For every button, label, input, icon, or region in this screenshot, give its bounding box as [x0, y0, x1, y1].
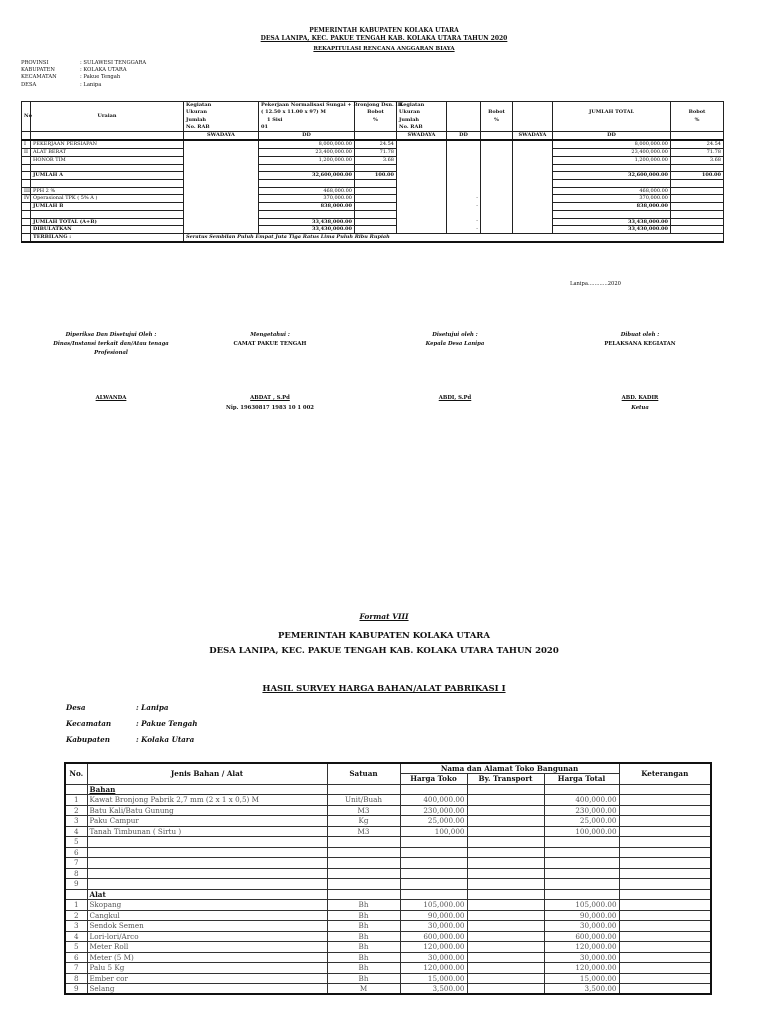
signature-name: ALWANDA: [95, 395, 127, 401]
cell-total: 25,000.00: [544, 816, 619, 827]
signature-block: Dibuat oleh : PELAKSANA KEGIATAN: [604, 332, 676, 347]
cell-satuan: Bh: [327, 942, 400, 953]
cell-name: Meter Roll: [87, 942, 327, 953]
table-row: [65, 837, 711, 848]
cell-no: 1: [65, 900, 87, 911]
cell-total: 100,000.00: [544, 826, 619, 837]
table-row: [65, 868, 711, 879]
cell-total: 90,000.00: [544, 910, 619, 921]
cell-total: 15,000.00: [544, 973, 619, 984]
meta-row: KABUPATEN : KOLAKA UTARA: [21, 67, 127, 74]
cell-name: Sendok Semen: [87, 921, 327, 932]
cell-name: [87, 868, 327, 879]
table-header-row: No. Jenis Bahan / Alat Satuan Nama dan Alamat Toko Bangunan Keterangan: [65, 763, 711, 774]
table-row: [65, 879, 711, 890]
signature-nip: Nip. 19630817 1983 10 1 002: [226, 405, 314, 411]
cell-satuan: M: [327, 984, 400, 995]
ops-row: IV Operasional TPK ( 5% A ) 370,000.00 - 370,000.00: [22, 195, 724, 203]
cell-satuan: [327, 837, 400, 848]
cell-no: 7: [65, 963, 87, 974]
table-row: [65, 900, 711, 911]
cell-harga: [400, 847, 467, 858]
cell-harga: 230,000.00: [400, 805, 467, 816]
table-row: [65, 973, 711, 984]
cell-harga: [400, 858, 467, 869]
table-header-row: No Uraian Kegiatan Pekerjaan Normalisasi Sungai + Bronjong Dsn. III Kegiatan: [22, 102, 724, 110]
cell-total: 3,500.00: [544, 984, 619, 995]
meta-row: PROVINSI : SULAWESI TENGGARA: [21, 60, 147, 66]
table-row: [65, 963, 711, 974]
cell-satuan: [327, 847, 400, 858]
cell-name: Paku Campur: [87, 816, 327, 827]
meta-row: DESA : Lanipa: [21, 81, 102, 88]
header-line-2: DESA LANIPA, KEC. PAKUE TENGAH KAB. KOLAKA UTARA TAHUN 2020: [209, 646, 559, 656]
table-row: [65, 847, 711, 858]
cell-name: Skopang: [87, 900, 327, 911]
cell-no: 2: [65, 805, 87, 816]
survey-title: HASIL SURVEY HARGA BAHAN/ALAT PABRIKASI I: [262, 684, 506, 694]
cell-no: 3: [65, 816, 87, 827]
cell-satuan: [327, 858, 400, 869]
table-row: [65, 816, 711, 827]
bahan-rows: [65, 795, 711, 890]
table-row: [65, 921, 711, 932]
cell-harga: [400, 837, 467, 848]
place-date: Lanipa............2020: [570, 281, 621, 287]
cell-total: 30,000.00: [544, 952, 619, 963]
jumlah-a-row: JUMLAH A 32,600,000.00 100.00 32,600,000.00 100.00: [22, 172, 724, 180]
cell-name: [87, 847, 327, 858]
jumlah-total-row: JUMLAH TOTAL (A+B) 33,438,000.00 - 33,438,000.00: [22, 218, 724, 226]
cell-total: 400,000.00: [544, 795, 619, 806]
meta-row: Desa : Lanipa: [66, 703, 169, 712]
cell-no: 9: [65, 984, 87, 995]
table-row: I PEKERJAAN PERSIAPAN 8,000,000.00 24.54 8,000,000.00 24.54: [22, 140, 724, 148]
signature-block: Mengetahui : CAMAT PAKUE TENGAH: [233, 332, 307, 347]
cell-harga: 100,000: [400, 826, 467, 837]
cell-total: 600,000.00: [544, 931, 619, 942]
cell-name: Batu Kali/Batu Gunung: [87, 805, 327, 816]
cell-satuan: Unit/Buah: [327, 795, 400, 806]
cell-harga: 30,000.00: [400, 952, 467, 963]
meta-row: KECAMATAN : Pakue Tengah: [21, 74, 121, 81]
cell-satuan: Bh: [327, 931, 400, 942]
cell-name: [87, 858, 327, 869]
cell-satuan: [327, 868, 400, 879]
cell-no: 6: [65, 952, 87, 963]
cell-name: Ember cor: [87, 973, 327, 984]
cell-total: [544, 858, 619, 869]
cell-satuan: Bh: [327, 952, 400, 963]
cell-no: 3: [65, 921, 87, 932]
terbilang-row: TERBILANG : Seratus Sembilan Puluh Empat Juta Tiga Ratus Lima Puluh Ribu Rupiah: [22, 234, 724, 242]
table-row: [65, 858, 711, 869]
cell-total: 120,000.00: [544, 963, 619, 974]
table-row: [65, 952, 711, 963]
table-row: HONOR TIM 1,200,000.00 3.68 1,200,000.00 3.68: [22, 156, 724, 164]
cell-harga: 400,000.00: [400, 795, 467, 806]
cell-name: Kawat Bronjong Pabrik 2,7 mm (2 x 1 x 0,5) M: [87, 795, 327, 806]
table-row: [65, 931, 711, 942]
header-line-1: PEMERINTAH KABUPATEN KOLAKA UTARA: [309, 27, 459, 34]
cell-satuan: Bh: [327, 900, 400, 911]
cell-total: 120,000.00: [544, 942, 619, 953]
cell-no: 4: [65, 826, 87, 837]
survey-table: No. Jenis Bahan / Alat Satuan Nama dan Alamat Toko Bangunan Keterangan Harga Toko By. Transport Harga Total Bahan 1 Kawat Bronjong Pabrik 2,7 mm (2 x 1 x 0,5) M Unit/Buah 400,000.00 400,000.00 2 Batu Kali/Batu Gunung M3 230,000.00 230,000.00 3 Paku Campur Kg 25,000.00 25,000.00 4 Tanah Timbunan ( Sirtu ) M3 100,000 100,000.00 5 6 7 8 9 Alat 1 Skopang Bh 105,000.00 105,000.00 2 Cangkul Bh 90,000.00 90,000.00 3 Sendok Semen Bh 30,000.00 30,000.00 4 Lori-lori/Arco Bh 600,000.00 600,000.00 5 Meter Roll Bh 120,000.00 120,000.00 6 Meter (5 M) Bh 30,000.00 30,000.00 7 Palu 5 Kg Bh 120,000.00 120,000.00 8 Ember cor Bh 15,000.00 15,000.00 9 Selang M 3,500.00 3,500.00: [64, 762, 712, 995]
signature-name: ABDAT , S.Pd: [250, 395, 290, 401]
table-row: [65, 805, 711, 816]
cell-satuan: Bh: [327, 973, 400, 984]
section-row-alat: Alat: [65, 889, 711, 900]
jumlah-b-row: JUMLAH B 838,000.00 - 838,000.00: [22, 203, 724, 211]
cell-satuan: M3: [327, 826, 400, 837]
cell-harga: [400, 879, 467, 890]
cell-name: Selang: [87, 984, 327, 995]
meta-block: [21, 60, 146, 89]
cell-name: Tanah Timbunan ( Sirtu ): [87, 826, 327, 837]
cell-no: 4: [65, 931, 87, 942]
cell-harga: 600,000.00: [400, 931, 467, 942]
cell-no: 6: [65, 847, 87, 858]
meta-block: [66, 700, 198, 748]
alat-rows: [65, 900, 711, 995]
cell-harga: 90,000.00: [400, 910, 467, 921]
dibulatkan-row: DIBULATKAN 33,430,000.00 - 33,430,000.00: [22, 226, 724, 234]
table-row: [65, 826, 711, 837]
table-row: [65, 984, 711, 995]
header-line-2: DESA LANIPA, KEC. PAKUE TENGAH KAB. KOLAKA UTARA TAHUN 2020: [260, 35, 508, 42]
cell-name: Lori-lori/Arco: [87, 931, 327, 942]
cell-total: [544, 868, 619, 879]
cell-harga: 120,000.00: [400, 963, 467, 974]
cell-harga: 120,000.00: [400, 942, 467, 953]
cell-no: 8: [65, 973, 87, 984]
header-line-3: REKAPITULASI RENCANA ANGGARAN BIAYA: [313, 46, 455, 52]
header-line-1: PEMERINTAH KABUPATEN KOLAKA UTARA: [278, 631, 490, 641]
cell-total: 30,000.00: [544, 921, 619, 932]
table-row: [65, 795, 711, 806]
cell-total: [544, 837, 619, 848]
cell-name: Meter (5 M): [87, 952, 327, 963]
cell-satuan: [327, 879, 400, 890]
cell-satuan: M3: [327, 805, 400, 816]
cell-no: 7: [65, 858, 87, 869]
cell-name: Cangkul: [87, 910, 327, 921]
cell-harga: [400, 868, 467, 879]
cell-satuan: Bh: [327, 921, 400, 932]
signature-name: ABD. KADIR: [621, 395, 659, 401]
cell-no: 1: [65, 795, 87, 806]
cell-satuan: Bh: [327, 910, 400, 921]
table-row: [65, 942, 711, 953]
signature-title: Ketua: [631, 405, 649, 411]
pph-row: III PPH 2 % 468,000.00 468,000.00: [22, 187, 724, 195]
cell-satuan: Bh: [327, 963, 400, 974]
cell-name: [87, 879, 327, 890]
cell-no: 8: [65, 868, 87, 879]
signature-block: Disetujui oleh : Kepala Desa Lanipa: [425, 332, 485, 347]
signature-name: ABDI, S.Pd: [438, 395, 472, 401]
cell-no: 5: [65, 837, 87, 848]
cell-name: Palu 5 Kg: [87, 963, 327, 974]
table-row: II ALAT BERAT 23,400,000.00 71.78 23,400,000.00 71.78: [22, 148, 724, 156]
meta-row: Kecamatan : Pakue Tengah: [66, 719, 198, 728]
rab-table: No Uraian Kegiatan Pekerjaan Normalisasi Sungai + Bronjong Dsn. III Kegiatan Ukuran ( 12.50 x 11.00 x 97) M Bobot Ukuran Bobot JUMLAH TOTAL Bobot Jumlah 1 Sisi % Jumlah % % No. RAB 01 No. RAB SWADAYA DD SWADAYA DD SWADAYA DD I PEKERJAAN PERSIAPAN 8,000,000.00 24.54 8,000,000.00 24.54 II ALAT BERAT 23,400,000.00 71.78 23,400,000.00 71.78 HONOR TIM 1,200,000.00 3.68 1,200,000.00 3.68 JUMLAH A 32,600,000.00 100.00 32,600,000.00 100.00 III PPH 2 % 468,000.00 468,000.00 IV Operasional TPK ( 5% A ) 370,000.00 - 370,000.00 JUMLAH B 838,000.00 - 838,000.00 JUMLAH TOTAL (A+B) 33,438,000.00 - 33,438,000.00 DIBULATKAN 33,430,000.00 - 33,430,000.00 TERBILANG : Seratus Sembilan Puluh Empat Juta Tiga Ratus Lima Puluh Ribu Rupiah: [21, 101, 724, 243]
signature-block: Diperiksa Dan Disetujui Oleh : Dinas/Instansi terkait dan/Atau tenaga Profesional: [53, 332, 169, 356]
cell-harga: 105,000.00: [400, 900, 467, 911]
cell-total: [544, 879, 619, 890]
cell-no: 9: [65, 879, 87, 890]
cell-total: 105,000.00: [544, 900, 619, 911]
cell-total: 230,000.00: [544, 805, 619, 816]
cell-name: [87, 837, 327, 848]
cell-harga: 3,500.00: [400, 984, 467, 995]
cell-total: [544, 847, 619, 858]
table-row: [65, 910, 711, 921]
cell-no: 2: [65, 910, 87, 921]
meta-row: Kabupaten : Kolaka Utara: [66, 735, 195, 744]
cell-harga: 30,000.00: [400, 921, 467, 932]
section-row-bahan: Bahan: [65, 784, 711, 795]
cell-no: 5: [65, 942, 87, 953]
format-label: Format VIII: [359, 612, 409, 621]
cell-harga: 15,000.00: [400, 973, 467, 984]
cell-harga: 25,000.00: [400, 816, 467, 827]
cell-satuan: Kg: [327, 816, 400, 827]
